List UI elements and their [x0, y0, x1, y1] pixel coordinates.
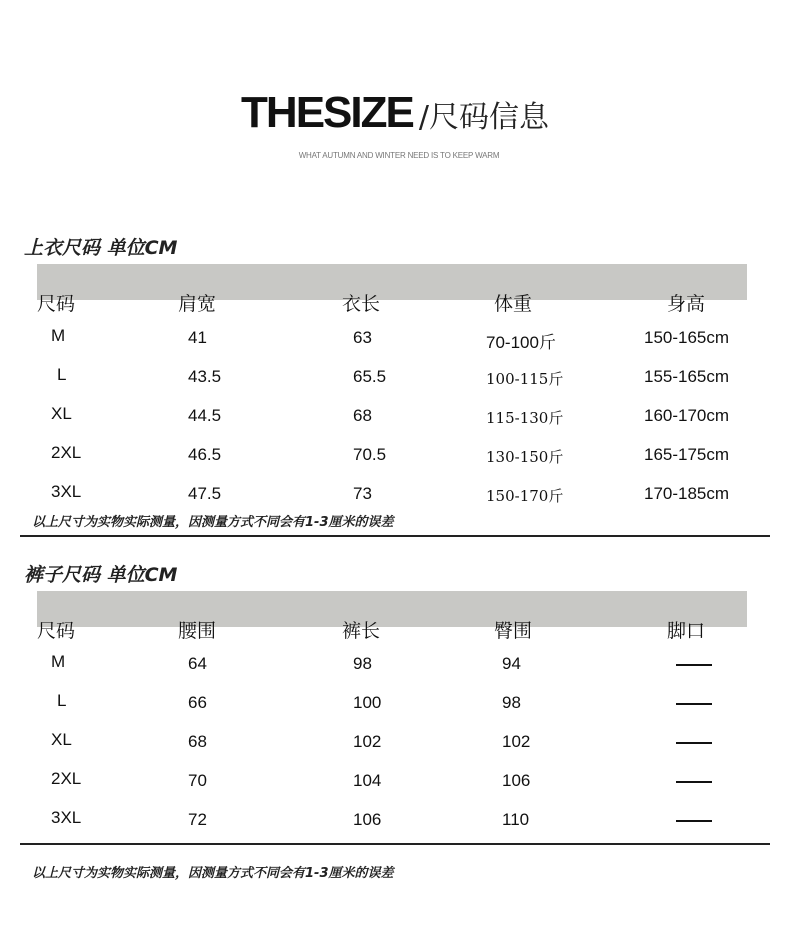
table-row-cell: 70.5: [353, 445, 387, 464]
table-row-cell: 41: [188, 328, 207, 347]
table-row-cell: 102: [353, 732, 382, 751]
table-row-cell: 150-170斤: [486, 487, 564, 505]
top-header-band: [37, 264, 747, 300]
table-row-cell: 130-150斤: [486, 448, 564, 466]
table-row-cell: 44.5: [188, 406, 222, 425]
top-header-weight: 体重: [494, 293, 533, 315]
table-row-cell: 72: [188, 810, 207, 829]
pants-header-hip: 臀围: [494, 620, 533, 642]
table-row-cell: 100-115斤: [486, 370, 564, 388]
table-row-cell: L: [57, 365, 67, 384]
table-row-cell: 65.5: [353, 367, 387, 386]
top-header-length: 衣长: [342, 293, 381, 315]
top-header-size: 尺码: [37, 293, 76, 315]
table-row-cell: 68: [188, 732, 207, 751]
table-row-cell: XL: [51, 404, 72, 423]
table-row-cell: 47.5: [188, 484, 222, 503]
table-row-cell: 46.5: [188, 445, 222, 464]
pants-header-leg-opening: 脚口: [667, 620, 706, 642]
table-row-cell: 64: [188, 654, 207, 673]
table-row-cell: 73: [353, 484, 372, 503]
tagline: WHAT AUTUMN AND WINTER NEED IS TO KEEP WARM: [298, 151, 500, 160]
table-row-cell: 170-185cm: [644, 484, 730, 503]
table-row-cell: 63: [353, 328, 372, 347]
top-header-height: 身高: [667, 293, 706, 315]
table-row-cell: 155-165cm: [644, 367, 730, 386]
empty-value-dash: [676, 703, 712, 705]
top-size-title: 上衣尺码 单位CM: [24, 237, 178, 259]
table-row-cell: 66: [188, 693, 207, 712]
pants-size-title: 裤子尺码 单位CM: [24, 564, 178, 586]
table-row-cell: 165-175cm: [644, 445, 730, 464]
title-main: THESIZE: [241, 88, 413, 137]
table-row-cell: 150-165cm: [644, 328, 730, 347]
table-row-cell: 94: [502, 654, 521, 673]
table-row-cell: 106: [502, 771, 531, 790]
pants-header-size: 尺码: [37, 620, 76, 642]
table-row-cell: M: [51, 652, 66, 671]
empty-value-dash: [676, 781, 712, 783]
divider: [20, 535, 770, 537]
table-row-cell: 70: [188, 771, 207, 790]
top-measurement-note: 以上尺寸为实物实际测量，因测量方式不同会有1-3厘米的误差: [32, 515, 394, 530]
table-row-cell: 2XL: [51, 769, 82, 788]
pants-header-length: 裤长: [342, 620, 381, 642]
empty-value-dash: [676, 742, 712, 744]
table-row-cell: 104: [353, 771, 382, 790]
table-row-cell: 2XL: [51, 443, 82, 462]
pants-measurement-note: 以上尺寸为实物实际测量，因测量方式不同会有1-3厘米的误差: [32, 866, 394, 881]
top-header-shoulder: 肩宽: [178, 293, 217, 315]
table-row-cell: 106: [353, 810, 382, 829]
table-row-cell: XL: [51, 730, 72, 749]
table-row-cell: 70-100斤: [486, 333, 556, 352]
table-row-cell: 115-130斤: [486, 409, 564, 427]
title-sub: /尺码信息: [418, 100, 549, 135]
table-row-cell: 98: [502, 693, 521, 712]
table-row-cell: 3XL: [51, 808, 82, 827]
table-row-cell: 160-170cm: [644, 406, 730, 425]
empty-value-dash: [676, 820, 712, 822]
divider: [20, 843, 770, 845]
table-row-cell: 102: [502, 732, 531, 751]
pants-header-waist: 腰围: [178, 620, 217, 642]
table-row-cell: 100: [353, 693, 382, 712]
table-row-cell: 98: [353, 654, 372, 673]
table-row-cell: 43.5: [188, 367, 222, 386]
table-row-cell: 3XL: [51, 482, 82, 501]
empty-value-dash: [676, 664, 712, 666]
table-row-cell: 110: [502, 810, 530, 829]
table-row-cell: M: [51, 326, 66, 345]
table-row-cell: L: [57, 691, 67, 710]
pants-header-band: [37, 591, 747, 627]
page-title: [0, 88, 790, 138]
table-row-cell: 68: [353, 406, 372, 425]
